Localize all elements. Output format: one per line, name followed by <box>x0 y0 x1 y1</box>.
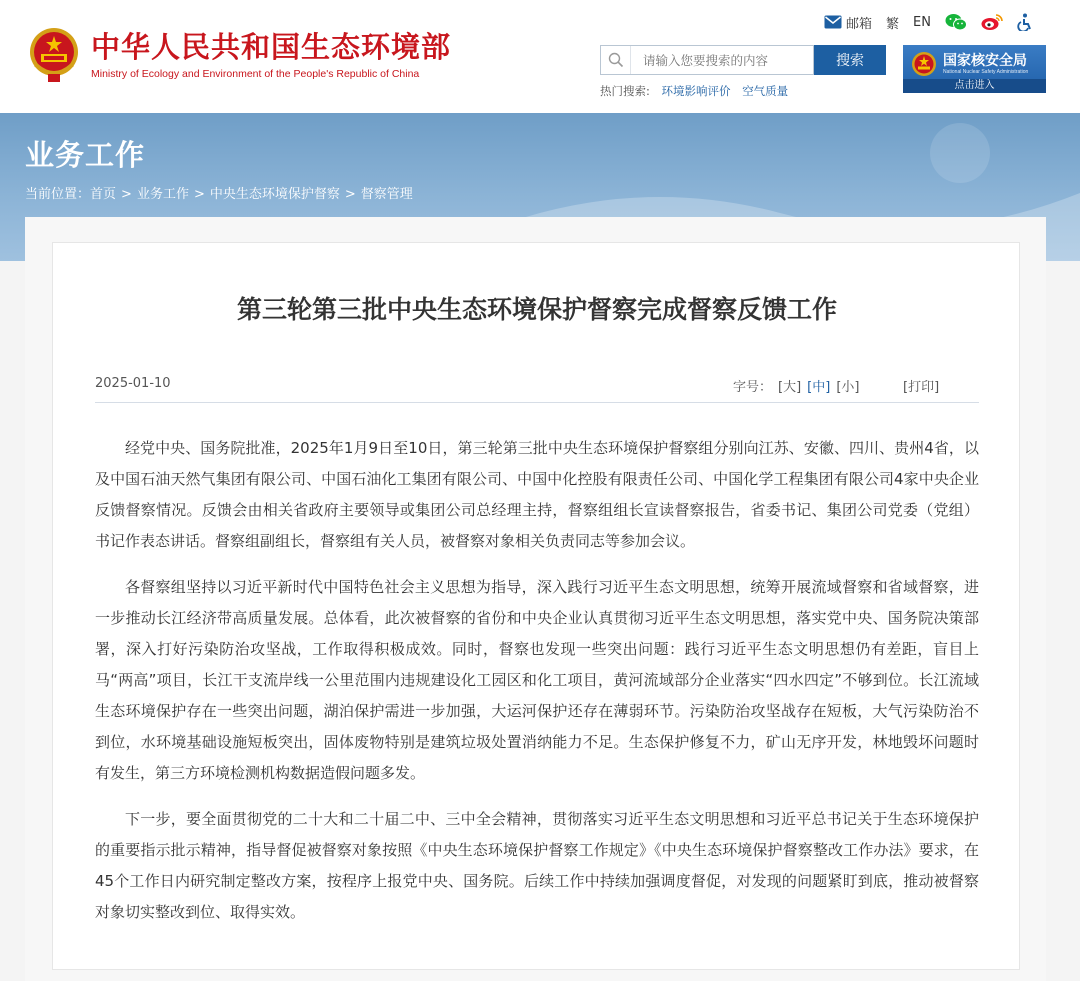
article-paragraph: 经党中央、国务院批准，2025年1月9日至10日，第三轮第三批中央生态环境保护督察组分别向江苏、安徽、四川、贵州4省，以及中国石油天然气集团有限公司、中国石油化工集团有限公司、中国中化控股有限责任公司、中国化学工程集团有限公司4家中央企业反馈督察情况。反馈会由相关省政府主要领导或集团公司总经理主持，督察组组长宣读督察报告，省委书记、集团公司党委（党组）书记作表态讲话。督察组副组长，督察组有关人员，被督察对象相关负责同志等参加会议。 <box>95 439 979 550</box>
print-button[interactable]: [打印] <box>903 380 940 395</box>
weibo-icon <box>981 13 1003 31</box>
font-size-large[interactable]: [大] <box>778 380 802 395</box>
site-header <box>0 0 1080 113</box>
nnsa-banner-link[interactable] <box>903 45 1046 93</box>
english-label: EN <box>913 14 931 30</box>
weibo-link[interactable] <box>981 13 1003 31</box>
search-input[interactable] <box>631 46 811 74</box>
site-name-cn[interactable]: 中华人民共和国生态环境部 <box>91 30 452 64</box>
national-emblem-icon[interactable] <box>26 26 82 84</box>
accessibility-icon <box>1017 13 1033 31</box>
mail-link[interactable] <box>824 13 872 32</box>
mail-icon <box>824 15 842 29</box>
traditional-chinese-link[interactable] <box>886 13 899 32</box>
nnsa-enter-label: 点击进入 <box>903 79 1046 93</box>
article-card <box>52 242 1020 970</box>
search-button[interactable]: 搜索 <box>814 45 886 75</box>
breadcrumb-label: 当前位置： <box>25 187 91 202</box>
font-size-small[interactable]: [小] <box>836 380 860 395</box>
article-body <box>95 433 979 943</box>
accessibility-link[interactable] <box>1017 13 1033 31</box>
breadcrumb-business[interactable]: 业务工作 <box>136 187 189 202</box>
breadcrumb-separator: > <box>193 187 205 202</box>
site-name-en[interactable]: Ministry of Ecology and Environment of the People's Republic of China <box>91 68 420 80</box>
top-links <box>824 12 1047 32</box>
search-icon[interactable] <box>601 46 631 74</box>
article-title: 第三轮第三批中央生态环境保护督察完成督察反馈工作 <box>236 295 837 324</box>
breadcrumb <box>25 183 413 202</box>
article-meta <box>95 373 979 403</box>
mail-label: 邮箱 <box>846 16 873 32</box>
nnsa-title: 国家核安全局 <box>943 53 1027 69</box>
breadcrumb-management[interactable]: 督察管理 <box>360 187 413 202</box>
article-paragraph: 各督察组坚持以习近平新时代中国特色社会主义思想为指导，深入践行习近平生态文明思想，统筹开展流域督察和省域督察，进一步推动长江经济带高质量发展。总体看，此次被督察的省份和中央企业认真贯彻习近平生态文明思想，落实党中央、国务院决策部署，深入打好污染防治攻坚战，工作取得积极成效。同时，督察也发现一些突出问题：践行习近平生态文明思想仍有差距，盲目上马“两高”项目，长江干支流岸线一公里范围内违规建设化工园区和化工项目，黄河流域部分企业落实“四水四定”不够到位。长江流域生态环境保护存在一些突出问题，湖泊保护需进一步加强，大运河保护还存在薄弱环节。污染防治攻坚战存在短板，大气污染防治不到位，水环境基础设施短板突出，固体废物特别是建筑垃圾处置消纳能力不足。生态保护修复不力，矿山无序开发，林地毁坏问题时有发生，第三方环境检测机构数据造假问题多发。 <box>95 578 979 782</box>
english-link[interactable] <box>913 15 931 30</box>
traditional-label: 繁 <box>886 16 900 32</box>
article-date: 2025-01-10 <box>95 376 171 391</box>
font-size-controls <box>733 376 859 395</box>
font-size-medium[interactable]: [中] <box>807 380 831 395</box>
nnsa-subtitle: National Nuclear Safety Administration <box>943 69 1029 75</box>
article-paragraph: 下一步，要全面贯彻党的二十大和二十届二中、三中全会精神，贯彻落实习近平生态文明思想和习近平总书记关于生态环境保护的重要指示批示精神，指导督促被督察对象按照《中央生态环境保护督察工作规定》《中央生态环境保护督察整改工作办法》要求，在45个工作日内研究制定整改方案，按程序上报党中央、国务院。后续工作中持续加强调度督促，对发现的问题紧盯到底，推动被督察对象切实整改到位、取得实效。 <box>95 810 979 921</box>
breadcrumb-separator: > <box>344 187 356 202</box>
breadcrumb-home[interactable]: 首页 <box>90 187 117 202</box>
hot-search-label: 热门搜索: <box>600 84 650 98</box>
hot-search-item[interactable]: 环境影响评价 <box>661 84 731 98</box>
nnsa-emblem-icon <box>911 51 937 77</box>
font-size-label: 字号： <box>733 380 773 395</box>
wechat-link[interactable] <box>945 13 967 31</box>
hot-search-item[interactable]: 空气质量 <box>742 84 789 98</box>
breadcrumb-inspection[interactable]: 中央生态环境保护督察 <box>209 187 340 202</box>
wechat-icon <box>945 13 967 31</box>
section-title: 业务工作 <box>25 138 146 172</box>
hot-search <box>600 83 788 99</box>
search-box <box>600 45 814 75</box>
breadcrumb-separator: > <box>121 187 132 202</box>
